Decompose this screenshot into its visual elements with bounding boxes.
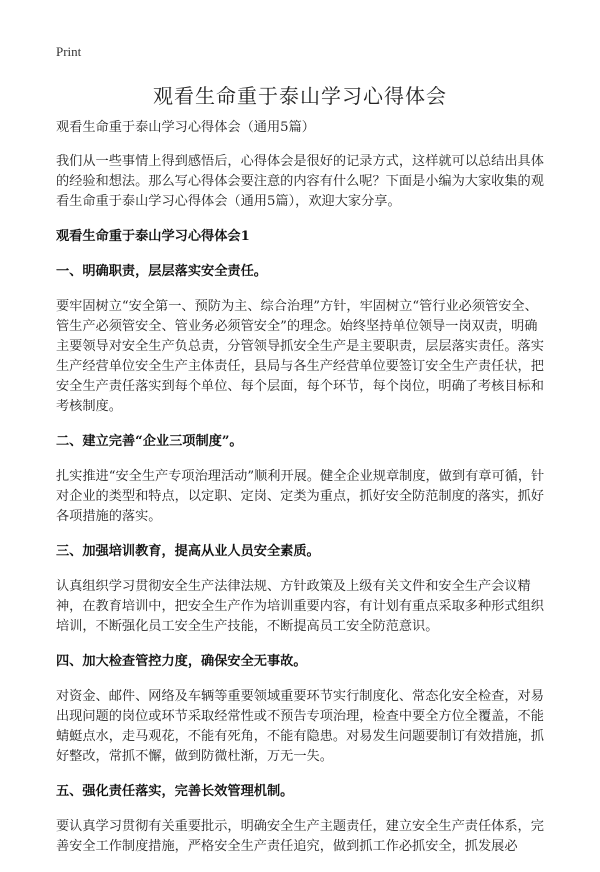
section-title: 观看生命重于泰山学习心得体会1 — [56, 229, 250, 244]
print-link[interactable]: Print — [56, 44, 82, 59]
page-title: 观看生命重于泰山学习心得体会 — [153, 84, 447, 108]
point-heading-2: 二、建立完善“企业三项制度”。 — [56, 434, 243, 449]
point-text-5: 要认真学习贯彻有关重要批示，明确安全生产主题责任，建立安全生产责任体系，完善安全工作制度措施，严格安全生产责任追究，做到抓工作必抓安全，抓发展必 — [56, 819, 544, 854]
point-text-1: 要牢固树立“安全第一、预防为主、综合治理”方针，牢固树立“管行业必须管安全、管生产必须管安全、管业务必须管安全”的理念。始终坚持单位领导一岗双责，明确主要领导对安全生产负总责，分管领导抓安全生产是主要职责，层层落实责任。落实生产经营单位安全生产主体责任，县局与各生产经营单位要签订安全生产责任状，把安全生产责任落实到每个单位、每个层面，每个环节，每个岗位，明确了考核目标和考核制度。 — [56, 299, 544, 414]
intro-paragraph: 我们从一些事情上得到感悟后，心得体会是很好的记录方式，这样就可以总结出具体的经验和想法。那么写心得体会要注意的内容有什么呢？下面是小编为大家收集的观看生命重于泰山学习心得体会（通用5篇），欢迎大家分享。 — [56, 154, 544, 209]
document-subtitle: 观看生命重于泰山学习心得体会（通用5篇） — [56, 120, 315, 135]
point-text-3: 认真组织学习贯彻安全生产法律法规、方针政策及上级有关文件和安全生产会议精神，在教育培训中，把安全生产作为培训重要内容，有计划有重点采取多种形式组织培训，不断强化员工安全生产技能，不断提高员工安全防范意识。 — [56, 579, 544, 634]
point-heading-3: 三、加强培训教育，提高从业人员安全素质。 — [56, 544, 320, 559]
point-heading-4: 四、加大检查管控力度，确保安全无事故。 — [56, 654, 307, 669]
point-text-2: 扎实推进“安全生产专项治理活动”顺利开展。健全企业规章制度，做到有章可循，针对企业的类型和特点，以定职、定岗、定类为重点，抓好安全防范制度的落实，抓好各项措施的落实。 — [56, 469, 545, 524]
point-heading-1: 一、明确职责，层层落实安全责任。 — [56, 264, 267, 279]
document-body — [56, 118, 550, 872]
point-text-4: 对资金、邮件、网络及车辆等重要领域重要环节实行制度化、常态化安全检查，对易出现问题的岗位或环节采取经常性或不预告专项治理，检查中要全方位全覆盖，不能蜻蜓点水，走马观花，不能有死角，不能有隐患。对易发生问题要制订有效措施，抓好整改，常抓不懈，做到防微杜渐，万无一失。 — [56, 689, 544, 764]
point-heading-5: 五、强化责任落实，完善长效管理机制。 — [56, 784, 294, 799]
